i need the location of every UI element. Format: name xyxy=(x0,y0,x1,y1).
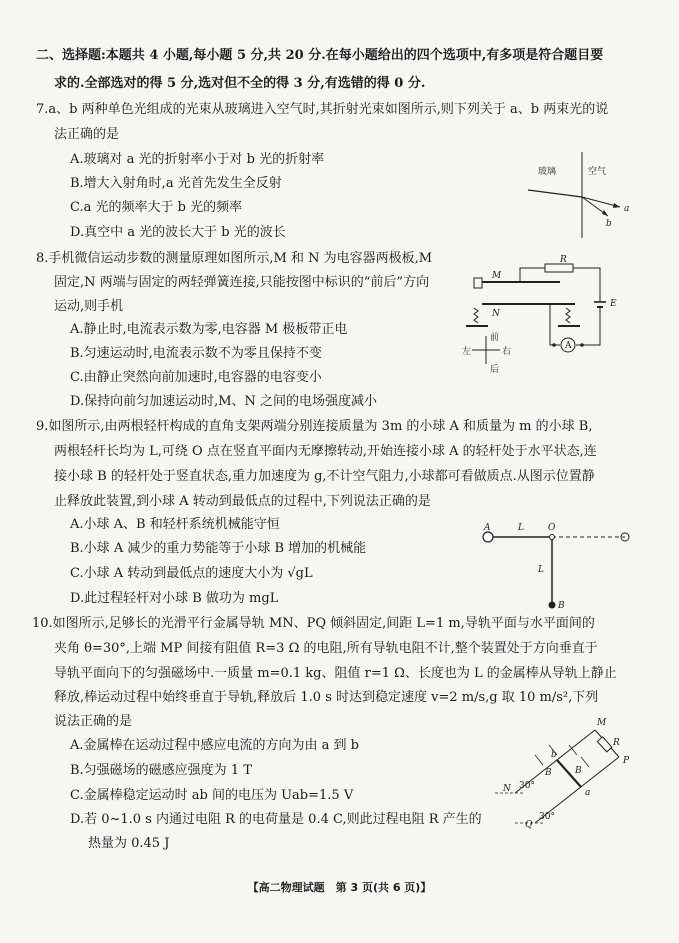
q10-label-n: N xyxy=(503,784,511,794)
q10-stem-line2: 夹角 θ=30°,上端 MP 间接有阻值 R=3 Ω 的电阻,所有导轨电阻不计,整个装置处于方向垂直于 xyxy=(54,641,598,656)
page-footer: 【高二物理试题 第 3 页(共 6 页)】 xyxy=(247,881,432,894)
q9-option-c: C.小球 A 转动到最低点的速度大小为 √gL xyxy=(70,566,313,581)
section-title-line2: 求的.全部选对的得 5 分,选对但不全的得 3 分,有选错的得 0 分. xyxy=(54,76,426,91)
q7-air-label: 空气 xyxy=(588,167,607,177)
q7-option-b: B.增大入射角时,a 光首先发生全反射 xyxy=(70,176,282,191)
q8-stem-line3: 运动,则手机 xyxy=(54,299,124,314)
q8-ammeter-label: A xyxy=(565,341,572,351)
q8-label-n: N xyxy=(492,309,500,319)
q8-wire-bottom xyxy=(550,304,560,345)
q8-option-c: C.由静止突然向前加速时,电容器的电容变小 xyxy=(70,370,322,385)
q8-label-front: 前 xyxy=(490,333,500,343)
q10-angle-top: 30° xyxy=(519,781,535,791)
q7-stem-line1: 7.a、b 两种单色光组成的光束从玻璃进入空气时,其折射光束如图所示,则下列关于 a、b 两束光的说 xyxy=(36,102,609,117)
q8-node-b xyxy=(580,343,584,347)
q8-label-right: 右 xyxy=(502,347,512,357)
q10-stem-line5: 说法正确的是 xyxy=(54,714,133,729)
q10-option-b: B.匀强磁场的磁感应强度为 1 T xyxy=(70,763,252,778)
q10-label-r: R xyxy=(613,738,620,748)
q9-label-l2: L xyxy=(538,565,544,575)
q7-option-d: D.真空中 a 光的波长大于 b 光的波长 xyxy=(70,225,286,240)
q9-stem-line4: 止释放此装置,到小球 A 转动到最低点的过程中,下列说法正确的是 xyxy=(54,494,431,509)
q9-stem-line2: 两根轻杆长均为 L,可绕 O 点在竖直平面内无摩擦转动,开始连接小球 A 的轻杆处于水平状态,连 xyxy=(54,444,597,459)
q7-option-c: C.a 光的频率大于 b 光的频率 xyxy=(70,200,243,215)
q7-stem-line2: 法正确的是 xyxy=(54,127,120,142)
q7-label-a: a xyxy=(624,204,630,214)
q8-wire-top-left xyxy=(520,268,545,282)
q8-option-b: B.匀速运动时,电流表示数不为零且保持不变 xyxy=(70,346,322,361)
q10-stem-line3: 导轨平面向下的匀强磁场中.一质量 m=0.1 kg、阻值 r=1 Ω、长度也为 L 的金属棒从导轨上静止 xyxy=(54,666,617,681)
q7-arrow-b-icon xyxy=(602,210,608,216)
q10-label-q: Q xyxy=(525,820,533,830)
q9-option-a: A.小球 A、B 和轻杆系统机械能守恒 xyxy=(70,517,280,532)
q10-angle-bottom: 30° xyxy=(539,812,555,822)
q10-label-field-2: B xyxy=(575,766,582,776)
q9-ball-b-icon xyxy=(549,602,556,609)
q9-option-d: D.此过程轻杆对小球 B 做功为 mgL xyxy=(70,591,279,606)
q8-label-back: 后 xyxy=(490,365,500,375)
q10-rails-figure xyxy=(495,715,635,830)
q8-stem-line2: 固定,N 两端与固定的两轻弹簧连接,只能按图中标识的“前后”方向 xyxy=(54,275,430,290)
q8-wire-top-right xyxy=(573,268,600,302)
q9-label-o: O xyxy=(548,523,556,533)
q9-label-b: B xyxy=(558,601,565,611)
q9-rod-figure xyxy=(480,522,635,617)
q8-left-spring-icon xyxy=(474,308,478,323)
q8-label-m: M xyxy=(492,271,502,281)
q8-node-a xyxy=(552,343,556,347)
q8-stem-line1: 8.手机微信运动步数的测量原理如图所示,M 和 N 为电容器两极板,M xyxy=(36,251,433,266)
q9-pivot-o-icon xyxy=(550,535,555,540)
q9-label-a: A xyxy=(484,523,491,533)
q7-label-b: b xyxy=(606,219,612,229)
q8-plate-m-mount xyxy=(474,278,482,288)
q7-arrow-a-icon xyxy=(613,203,620,208)
q9-stem-line1: 9.如图所示,由两根轻杆构成的直角支架两端分别连接质量为 3m 的小球 A 和质量为 m 的小球 B, xyxy=(36,419,593,434)
q10-label-p: P xyxy=(623,756,630,766)
q10-label-field-1: B xyxy=(545,768,552,778)
q10-label-m: M xyxy=(597,718,607,728)
q8-label-e: E xyxy=(610,299,617,309)
q8-right-spring-icon xyxy=(566,308,570,323)
q10-option-c: C.金属棒稳定运动时 ab 间的电压为 Uab=1.5 V xyxy=(70,788,354,803)
section-title-line1: 二、选择题:本题共 4 小题,每小题 5 分,共 20 分.在每小题给出的四个选项中,有多项是符合题目要 xyxy=(36,48,604,63)
q10-label-a: a xyxy=(585,788,591,798)
q9-ball-a-icon xyxy=(483,532,493,542)
q7-option-a: A.玻璃对 a 光的折射率小于对 b 光的折射率 xyxy=(70,152,325,167)
q10-stem-line4: 释放,棒运动过程中始终垂直于导轨,释放后 1.0 s 时达到稳定速度 v=2 m/s,g 取 10 m/s²,下列 xyxy=(54,690,599,705)
q7-refraction-figure xyxy=(520,150,635,245)
q8-circuit-figure xyxy=(460,252,630,377)
q8-option-a: A.静止时,电流表示数为零,电容器 M 极板带正电 xyxy=(70,322,348,337)
q10-option-a: A.金属棒在运动过程中感应电流的方向为由 a 到 b xyxy=(70,738,359,753)
q7-glass-label: 玻璃 xyxy=(538,167,557,177)
q9-option-b: B.小球 A 减少的重力势能等于小球 B 增加的机械能 xyxy=(70,541,367,556)
q8-label-left: 左 xyxy=(462,347,472,357)
q8-resistor-r xyxy=(545,264,573,272)
q10-resistor-r xyxy=(597,737,612,752)
q10-field-line-4 xyxy=(581,757,589,767)
q10-field-line-1 xyxy=(535,755,543,765)
q8-option-d: D.保持向前匀加速运动时,M、N 之间的电场强度减小 xyxy=(70,394,378,409)
q10-option-d-line2: 热量为 0.45 J xyxy=(88,836,170,851)
q10-stem-line1: 10.如图所示,足够长的光滑平行金属导轨 MN、PQ 倾斜固定,间距 L=1 m,导轨平面与水平面间的 xyxy=(32,616,595,631)
q9-stem-line3: 接小球 B 的轻杆处于竖直状态,重力加速度为 g,不计空气阻力,小球都可看做质点.从图示位置静 xyxy=(54,469,595,484)
q7-incident-ray xyxy=(528,190,582,197)
q8-label-r: R xyxy=(560,255,567,265)
q10-label-b: b xyxy=(551,750,557,760)
q9-label-l1: L xyxy=(518,523,524,533)
q10-option-d-line1: D.若 0~1.0 s 内通过电阻 R 的电荷量是 0.4 C,则此过程电阻 R 产生的 xyxy=(70,812,482,827)
